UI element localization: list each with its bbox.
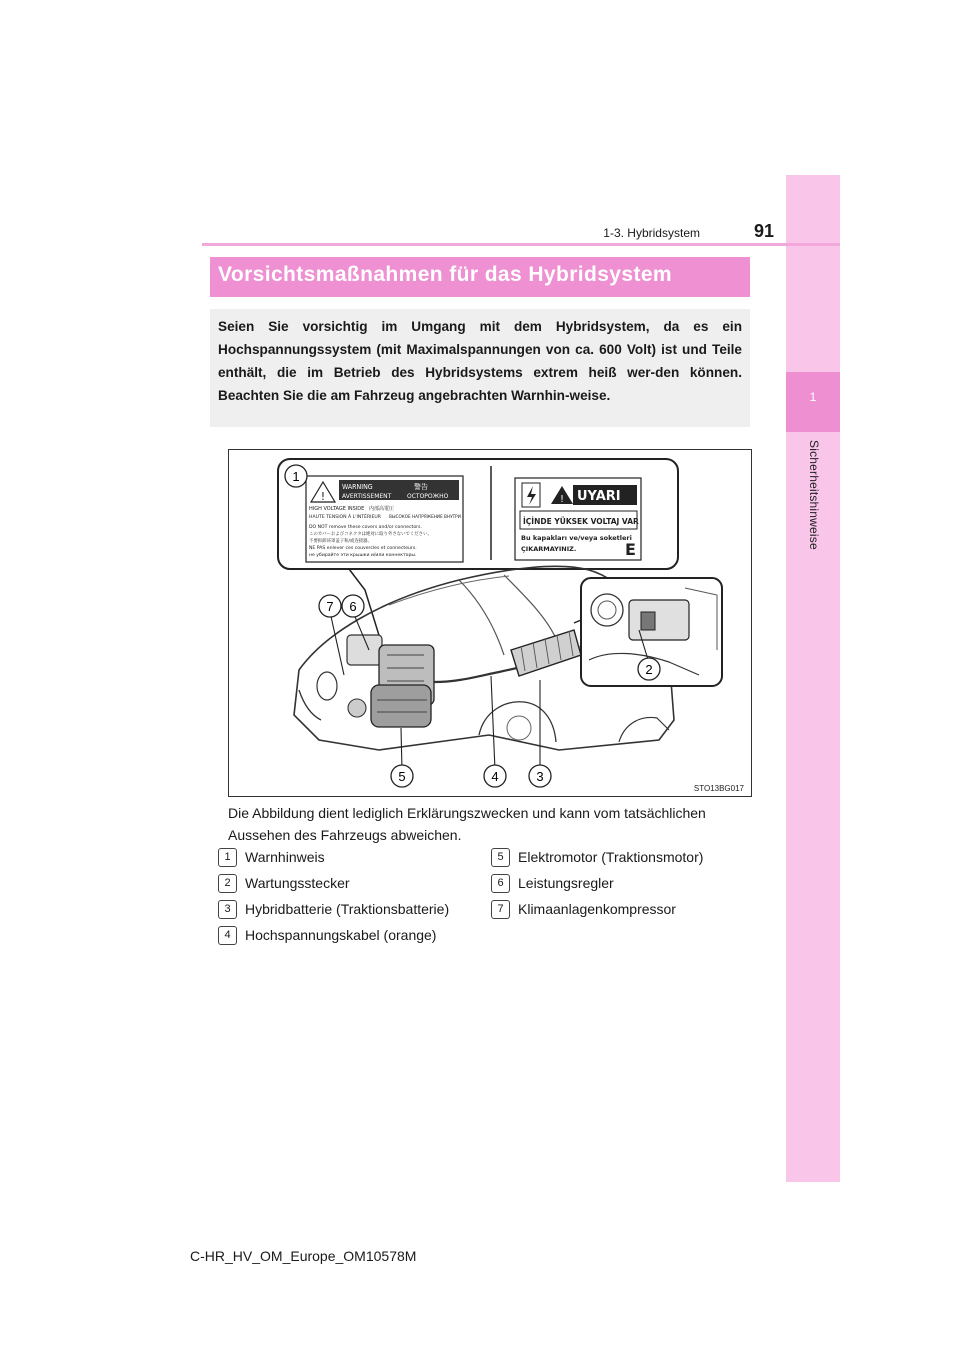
- label-right-line3: ÇIKARMAYINIZ.: [521, 545, 577, 553]
- legend-number: 7: [491, 900, 510, 919]
- legend-text: Warnhinweis: [245, 849, 325, 865]
- label-ru-notice: не убирайте эти крышки и/или коннекторы.: [309, 553, 417, 558]
- callout-5: [391, 765, 413, 787]
- label-haute-tension: HAUTE TENSION À L'INTÉRIEUR: [309, 515, 381, 520]
- intro-text: Seien Sie vorsichtig im Umgang mit dem Hybridsystem, da es ein Hochspannungssystem (mit Maximalspannungen von ca. 600 Volt) ist und Teile enthält, die im Betrieb des Hybridsystems extrem heiß wer-den können. Beachten Sie die am Fahrzeug angebrachten Warnhin-weise.: [218, 319, 742, 403]
- legend-number: 4: [218, 926, 237, 945]
- uyari-text: UYARI: [577, 489, 621, 504]
- label-ostorozhno: ОСТОРОЖНО: [407, 493, 449, 500]
- legend-text: Hochspannungskabel (orange): [245, 927, 437, 943]
- callout-3: [529, 765, 551, 787]
- svg-text:6: 6: [349, 599, 357, 614]
- document-footer: C-HR_HV_OM_Europe_OM10578M: [190, 1248, 417, 1264]
- label-vysokoe: ВЫСОКОЕ НАПРЯЖЕНИЕ ВНУТРИ: [389, 514, 461, 519]
- legend-number: 6: [491, 874, 510, 893]
- hybrid-system-illustration: [228, 449, 752, 797]
- header-divider: [202, 243, 840, 246]
- label-right-letter: E: [625, 540, 636, 559]
- label-do-not-remove: DO NOT remove these covers and/or connectors.: [309, 525, 422, 530]
- section-title: Vorsichtsmaßnahmen für das Hybridsystem: [218, 263, 673, 286]
- callout-7: [319, 595, 341, 617]
- svg-text:!: !: [320, 490, 326, 503]
- chapter-tab[interactable]: [786, 372, 840, 432]
- section-title-bar: [210, 257, 750, 297]
- chapter-tab-label: Sicherheitshinweise: [807, 440, 821, 550]
- intro-box: [210, 309, 750, 427]
- callout-4: [484, 765, 506, 787]
- figure-caption: Die Abbildung dient lediglich Erklärungszwecken und kann vom tatsächlichen Aussehen des Fahrzeugs abweichen.: [228, 805, 706, 843]
- callout-6: [342, 595, 364, 617]
- svg-text:3: 3: [536, 769, 544, 784]
- label-warning-text: WARNING: [342, 483, 373, 491]
- svg-text:!: !: [559, 494, 565, 505]
- label-right-line2: Bu kapakları ve/veya soketleri: [521, 534, 632, 542]
- hybrid-battery: [511, 630, 581, 676]
- callout-2: [638, 658, 660, 680]
- hybrid-system-drawing: [229, 450, 751, 796]
- headlight: [317, 672, 337, 700]
- legend-number: 2: [218, 874, 237, 893]
- label-high-voltage-jp: 内部高電圧: [369, 506, 395, 512]
- label-warning-jp: 警告: [414, 483, 428, 491]
- electric-motor: [371, 685, 431, 727]
- legend-number: 5: [491, 848, 510, 867]
- legend-text: Elektromotor (Traktionsmotor): [518, 849, 704, 865]
- legend-number: 1: [218, 848, 237, 867]
- label-high-voltage: HIGH VOLTAGE INSIDE: [309, 506, 365, 512]
- label-jp-notice: このカバーおよびコネクタは絶対に取り外さないでください。: [309, 532, 432, 537]
- callout-1: [285, 465, 307, 487]
- legend-text: Hybridbatterie (Traktionsbatterie): [245, 901, 450, 917]
- svg-text:7: 7: [326, 599, 334, 614]
- rear-wheel-arch: [619, 717, 669, 742]
- section-reference: 1-3. Hybridsystem: [603, 226, 700, 240]
- label-cn-notice: 不要拆卸该罩盖子和/或连接器。: [309, 539, 372, 544]
- figure-code: STO13BG017: [693, 784, 744, 793]
- label-avertissement: AVERTISSEMENT: [342, 493, 392, 500]
- legend-text: Klimaanlagenkompressor: [518, 901, 676, 917]
- page-number: 91: [754, 221, 775, 241]
- svg-text:1: 1: [292, 469, 300, 484]
- svg-text:4: 4: [491, 769, 499, 784]
- svg-text:5: 5: [398, 769, 406, 784]
- legend-text: Leistungsregler: [518, 875, 614, 891]
- side-strip: [786, 175, 840, 1182]
- chapter-tab-number: 1: [809, 390, 817, 404]
- label-right-line1: İÇİNDE YÜKSEK VOLTAJ VAR: [523, 517, 639, 526]
- legend-number: 3: [218, 900, 237, 919]
- svg-text:2: 2: [645, 662, 653, 677]
- service-plug: [629, 600, 689, 640]
- legend-text: Wartungsstecker: [245, 875, 350, 891]
- label-ne-pas: NE PAS enlever ces couvercles et connecteurs.: [309, 546, 417, 551]
